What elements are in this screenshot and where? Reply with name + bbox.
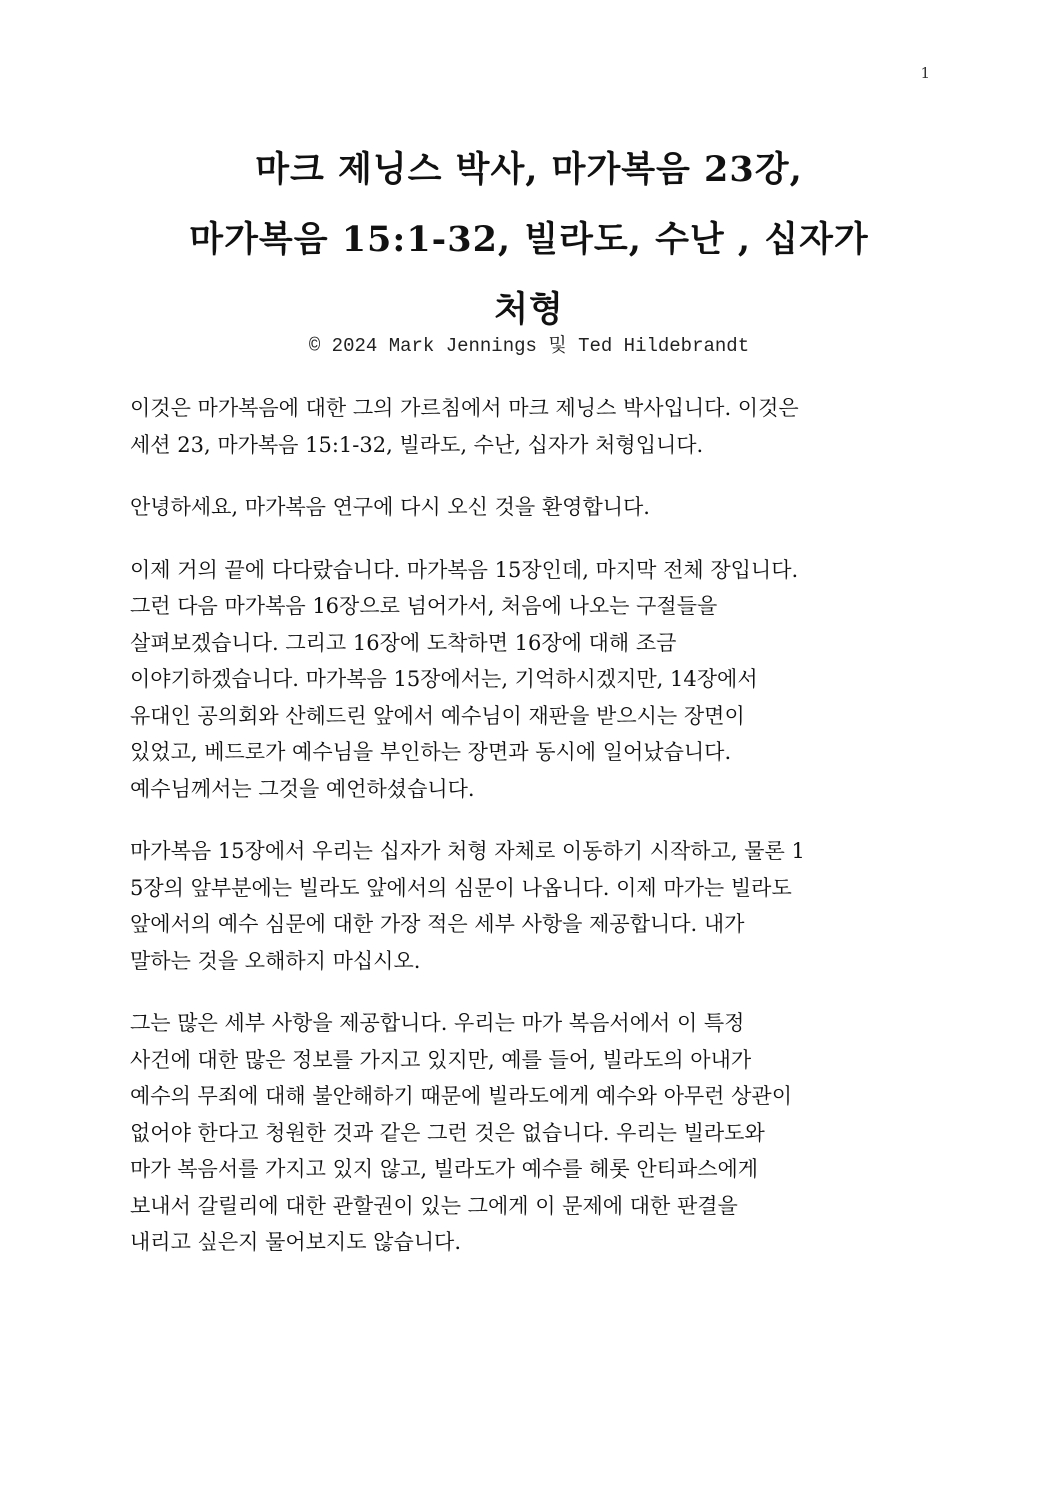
text-line: 마가 복음서를 가지고 있지 않고, 빌라도가 예수를 헤롯 안티파스에게 — [130, 1157, 759, 1181]
text-line: 마가복음 15장에서 우리는 십자가 처형 자체로 이동하기 시작하고, 물론 1 — [130, 839, 805, 863]
text-line: 내리고 싶은지 물어보지도 않습니다. — [130, 1230, 461, 1254]
paragraph-chapter-15-overview — [130, 552, 940, 808]
text-line: 이야기하겠습니다. 마가복음 15장에서는, 기억하시겠지만, 14장에서 — [130, 667, 758, 691]
body-text — [130, 390, 940, 1287]
title-line: 처형 — [494, 289, 564, 330]
text-line: 그런 다음 마가복음 16장으로 넘어가서, 처음에 나오는 구절들을 — [130, 594, 718, 618]
paragraph-details — [130, 1005, 940, 1261]
text-line: 말하는 것을 오해하지 마십시오. — [130, 948, 421, 973]
text-line: 안녕하세요, 마가복음 연구에 다시 오신 것을 환영합니다. — [130, 495, 650, 519]
text-line: 사건에 대한 많은 정보를 가지고 있지만, 예를 들어, 빌라도의 아내가 — [130, 1047, 752, 1072]
paragraph-pilate-trial — [130, 833, 940, 979]
title-line: 마가복음 15:1-32, 빌라도, 수난 , 십자가 — [189, 219, 869, 260]
paragraph-intro — [130, 390, 940, 463]
text-line: 5장의 앞부분에는 빌라도 앞에서의 심문이 나옵니다. 이제 마가는 빌라도 — [130, 875, 792, 900]
text-line: 이것은 마가복음에 대한 그의 가르침에서 마크 제닝스 박사입니다. 이것은 — [130, 396, 799, 420]
text-line: 이제 거의 끝에 다다랐습니다. 마가복음 15장인데, 마지막 전체 장입니다. — [130, 557, 799, 582]
text-line: 예수의 무죄에 대해 불안해하기 때문에 빌라도에게 예수와 아무런 상관이 — [130, 1084, 792, 1108]
page-number: 1 — [920, 64, 930, 82]
text-line: 세션 23, 마가복음 15:1-32, 빌라도, 수난, 십자가 처형입니다. — [130, 432, 704, 457]
text-line: 앞에서의 예수 심문에 대한 가장 적은 세부 사항을 제공합니다. 내가 — [130, 912, 745, 936]
copyright-notice: © 2024 Mark Jennings 및 Ted Hildebrandt — [308, 335, 750, 357]
text-line: 그는 많은 세부 사항을 제공합니다. 우리는 마가 복음서에서 이 특정 — [130, 1011, 745, 1035]
text-line: 유대인 공의회와 산헤드린 앞에서 예수님이 재판을 받으시는 장면이 — [130, 703, 745, 728]
text-line: 보내서 갈릴리에 대한 관할권이 있는 그에게 이 문제에 대한 판결을 — [130, 1193, 738, 1218]
text-line: 있었고, 베드로가 예수님을 부인하는 장면과 동시에 일어났습니다. — [130, 740, 732, 764]
title-line: 마크 제닝스 박사, 마가복음 23강, — [255, 149, 803, 190]
text-line: 없어야 한다고 청원한 것과 같은 그런 것은 없습니다. 우리는 빌라도와 — [130, 1120, 765, 1145]
text-line: 예수님께서는 그것을 예언하셨습니다. — [130, 776, 475, 801]
paragraph-greeting — [130, 489, 940, 526]
text-line: 살펴보겠습니다. 그리고 16장에 도착하면 16장에 대해 조금 — [130, 630, 677, 655]
document-title — [100, 135, 958, 345]
